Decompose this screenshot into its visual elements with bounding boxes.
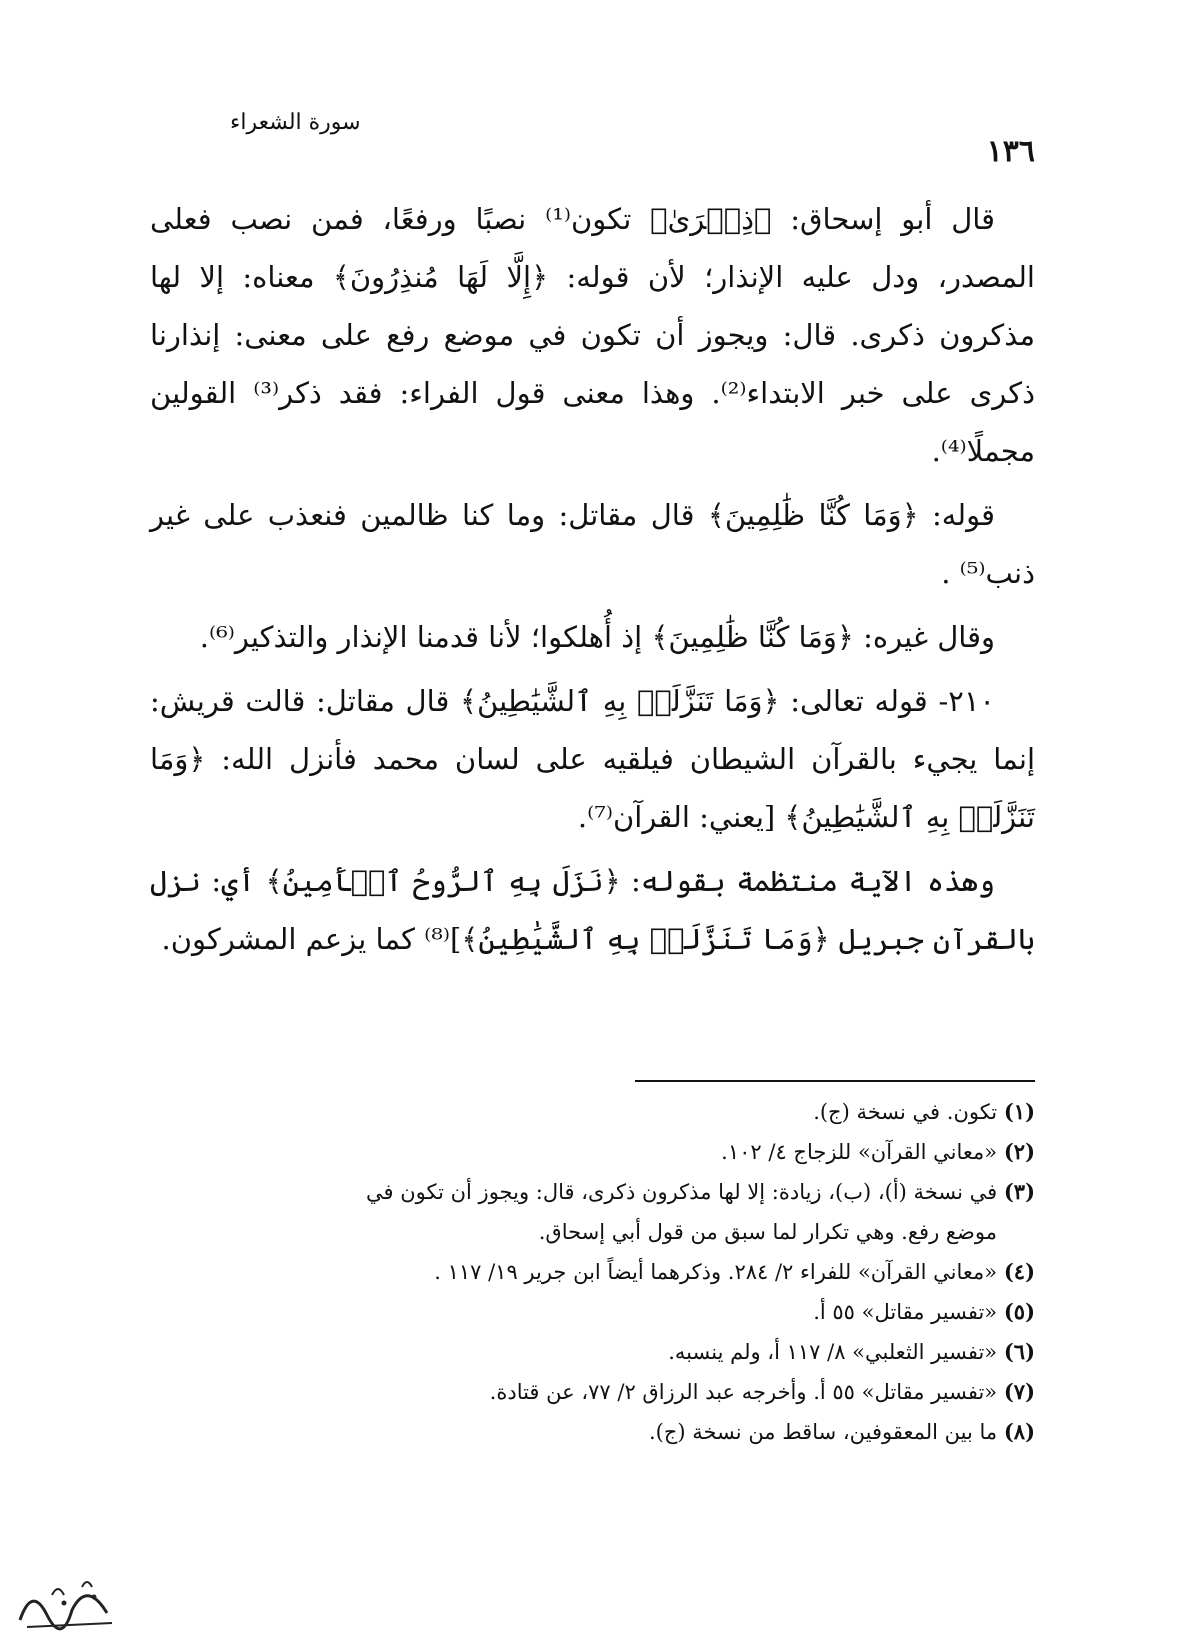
page-header: [150, 104, 1035, 169]
footnote-number: (٧): [1003, 1379, 1035, 1404]
footnote-text: «تفسير الثعلبي» ٨/ ١١٧ أ، ولم ينسبه.: [668, 1340, 998, 1364]
paragraph: قال أبو إسحاق: ﴿ذِكۡرَىٰ﴾ تكون⁽¹⁾ نصبًا ورفعًا، فمن نصب فعلى المصدر، ودل عليه الإنذار؛ لأن قوله: ﴿إِلَّا لَهَا مُنذِرُونَ﴾ معناه: إلا لها مذكرون ذكرى. قال: ويجوز أن تكون في موضع رفع على معنى: إنذارنا ذكرى على خبر الابتداء⁽²⁾. وهذا معنى قول الفراء: فقد ذكر⁽³⁾ القولين مجملًا⁽⁴⁾.: [150, 202, 1035, 468]
footnote-separator: [635, 1080, 1035, 1082]
footnote-number: (٤): [1003, 1259, 1035, 1284]
footnote: [150, 1132, 1035, 1172]
paragraph: قوله: ﴿وَمَا كُنَّا ظَٰلِمِينَ﴾ قال مقاتل: وما كنا ظالمين فنعذب على غير ذنب⁽⁵⁾ .: [150, 498, 1035, 590]
footnote-text: في نسخة (أ)، (ب)، زيادة: إلا لها مذكرون ذكرى، قال: ويجوز أن تكون في: [366, 1180, 998, 1204]
footnote: [150, 1172, 1035, 1212]
footnote-number: (٦): [1003, 1339, 1035, 1364]
footnote-number: (٣): [1003, 1179, 1035, 1204]
footnote: [150, 1332, 1035, 1372]
footnote: [150, 1292, 1035, 1332]
footnote-text: موضع رفع. وهي تكرار لما سبق من قول أبي إسحاق.: [538, 1220, 997, 1244]
footnote-text: «تفسير مقاتل» ٥٥ أ.: [813, 1300, 998, 1324]
footnote-number: (٥): [1003, 1299, 1035, 1324]
running-title: سورة الشعراء: [230, 110, 361, 135]
footnote-number: (٨): [1003, 1419, 1035, 1444]
footnote-text: ما بين المعقوفين، ساقط من نسخة (ج).: [648, 1420, 998, 1444]
main-text: [150, 190, 1035, 974]
page-number: ١٣٦: [986, 134, 1035, 169]
paragraph: وهذه الآية منتظمة بقوله: ﴿نَزَلَ بِهِ ٱلرُّوحُ ٱلۡأَمِينُ﴾ أي: نزل بالقرآن جبريل ﴿وَمَا تَنَزَّلَتۡ بِهِ ٱلشَّيَٰطِينُ﴾]⁽⁸⁾ كما يزعم المشركون.: [150, 864, 1035, 956]
footnote-text: «تفسير مقاتل» ٥٥ أ. وأخرجه عبد الرزاق ٢/ ٧٧، عن قتادة.: [489, 1380, 998, 1404]
footnote: [150, 1412, 1035, 1452]
footnote-continuation: [150, 1212, 1035, 1252]
calligraphy-stamp-icon: [12, 1565, 122, 1640]
footnote-text: «معاني القرآن» للفراء ٢/ ٢٨٤. وذكرهما أيضاً ابن جرير ١٩/ ١١٧ .: [434, 1260, 998, 1284]
footnotes: [150, 1092, 1035, 1452]
footnote-number: (٢): [1003, 1139, 1035, 1164]
footnote: [150, 1092, 1035, 1132]
footnote-number: (١): [1003, 1099, 1035, 1124]
paragraph: ٢١٠- قوله تعالى: ﴿وَمَا تَنَزَّلَتۡ بِهِ ٱلشَّيَٰطِينُ﴾ قال مقاتل: قالت قريش: إنما يجيء بالقرآن الشيطان فيلقيه على لسان محمد فأنزل الله: ﴿وَمَا تَنَزَّلَتۡ بِهِ ٱلشَّيَٰطِينُ﴾ [يعني: القرآن⁽⁷⁾.: [150, 684, 1035, 834]
paragraph: وقال غيره: ﴿وَمَا كُنَّا ظَٰلِمِينَ﴾ إذ أُهلكوا؛ لأنا قدمنا الإنذار والتذكير⁽⁶⁾.: [199, 620, 995, 654]
footnote-text: «معاني القرآن» للزجاج ٤/ ١٠٢.: [721, 1140, 998, 1164]
footnote: [150, 1372, 1035, 1412]
footnote-text: تكون. في نسخة (ج).: [813, 1100, 998, 1124]
footnote: [150, 1252, 1035, 1292]
